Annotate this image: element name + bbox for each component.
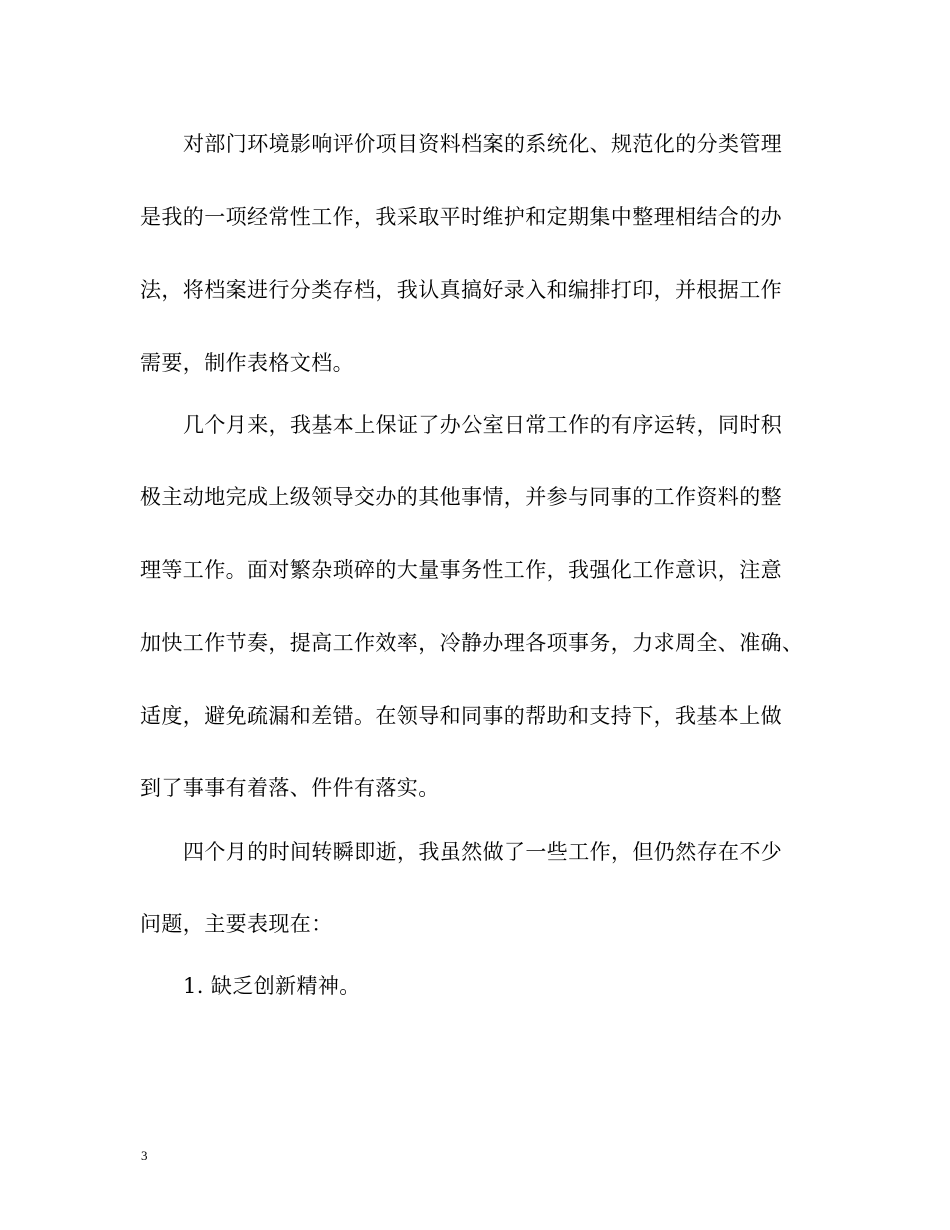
paragraph-line: 法，将档案进行分类存档，我认真搞好录入和编排打印，并根据工作 xyxy=(140,278,782,302)
paragraph-line: 到了事事有着落、件件有落实。 xyxy=(140,776,440,800)
paragraph-line: 四个月的时间转瞬即逝，我虽然做了一些工作，但仍然存在不少 xyxy=(183,840,783,864)
paragraph-line: 极主动地完成上级领导交办的其他事情，并参与同事的工作资料的整 xyxy=(140,485,782,509)
paragraph-line: 问题，主要表现在： xyxy=(140,912,333,936)
paragraph-line: 是我的一项经常性工作，我采取平时维护和定期集中整理相结合的办 xyxy=(140,205,782,229)
paragraph-line: 对部门环境影响评价项目资料档案的系统化、规范化的分类管理 xyxy=(183,132,783,156)
paragraph-line: 需要，制作表格文档。 xyxy=(140,351,354,375)
paragraph-line: 加快工作节奏，提高工作效率，冷静办理各项事务，力求周全、准确、 xyxy=(140,631,804,655)
paragraph-line: 适度，避免疏漏和差错。在领导和同事的帮助和支持下，我基本上做 xyxy=(140,704,782,728)
paragraph-line: 理等工作。面对繁杂琐碎的大量事务性工作，我强化工作意识，注意 xyxy=(140,558,782,582)
page-number: 3 xyxy=(141,1148,148,1163)
paragraph-line: 几个月来，我基本上保证了办公室日常工作的有序运转，同时积 xyxy=(183,413,783,437)
list-item: 1. 缺乏创新精神。 xyxy=(183,974,361,998)
